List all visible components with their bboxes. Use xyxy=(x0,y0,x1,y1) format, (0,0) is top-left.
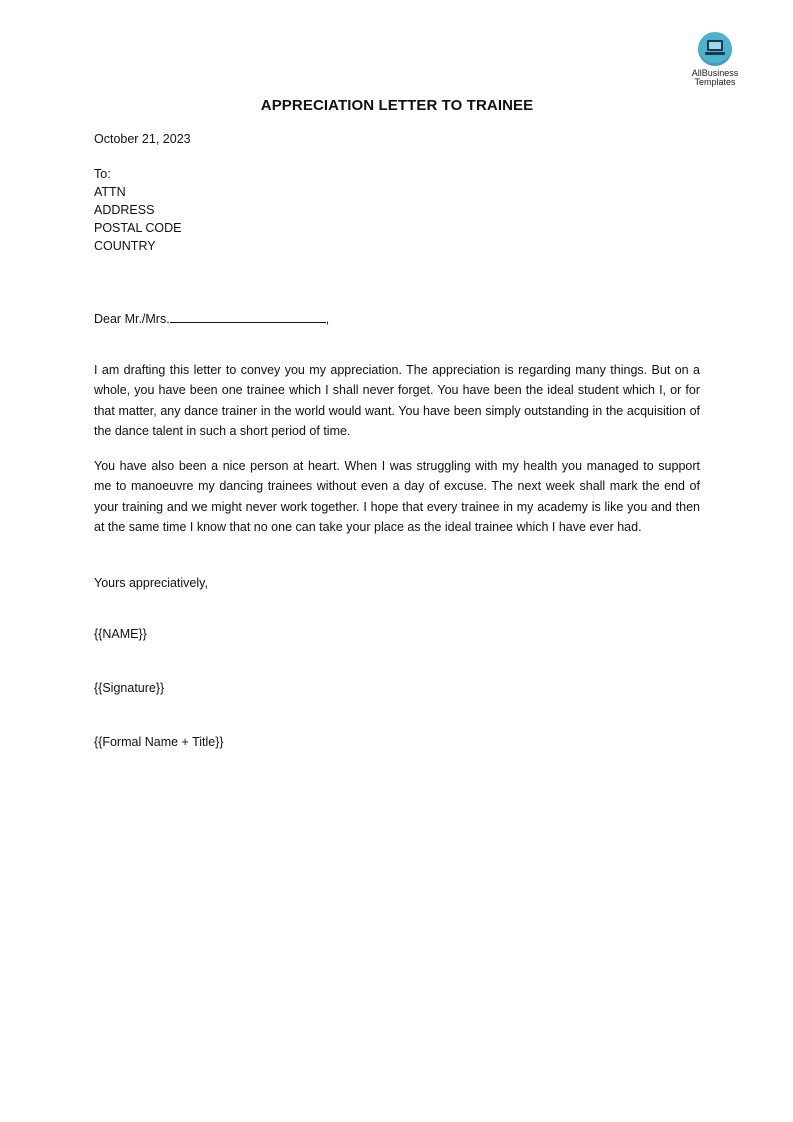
recipient-country: COUNTRY xyxy=(94,239,156,253)
recipient-attn: ATTN xyxy=(94,185,126,199)
body-paragraph-2: You have also been a nice person at heart. When I was struggling with my health you managed to support me to manoeuvre my dancing trainees without even a day of excuse. The next week shall mark the end of your training and we might never work together. I hope that every trainee in my academy is like you and then at the same time I know that no one can take your place as the ideal trainee which I have ever had. xyxy=(94,459,700,535)
recipient-address: ADDRESS xyxy=(94,203,155,217)
salutation-prefix: Dear Mr./Mrs. xyxy=(94,312,170,326)
signature-name-placeholder: {{NAME}} xyxy=(94,627,147,641)
logo-text-line2: Templates xyxy=(694,77,736,87)
letter-title: APPRECIATION LETTER TO TRAINEE xyxy=(260,97,534,114)
recipient-name-blank xyxy=(170,310,326,323)
recipient-to: To: xyxy=(94,167,111,181)
logo-text-line1: AllBusiness xyxy=(691,68,739,78)
letter-date: October 21, 2023 xyxy=(94,132,191,146)
body-paragraph-1: I am drafting this letter to convey you my appreciation. The appreciation is regarding many things. But on a whole, you have been one trainee which I shall never forget. You have been the ideal student which I, or for that matter, any dance trainer in the world would want. You have been simply outstanding in the acquisition of the dance talent in such a short period of time. xyxy=(94,363,700,439)
closing: Yours appreciatively, xyxy=(94,576,208,590)
formal-name-title-placeholder: {{Formal Name + Title}} xyxy=(94,735,224,749)
salutation xyxy=(94,310,329,328)
company-logo xyxy=(684,32,746,87)
laptop-icon xyxy=(698,32,732,66)
recipient-postal-code: POSTAL CODE xyxy=(94,221,182,235)
salutation-suffix: , xyxy=(325,312,330,326)
signature-placeholder: {{Signature}} xyxy=(94,681,165,695)
